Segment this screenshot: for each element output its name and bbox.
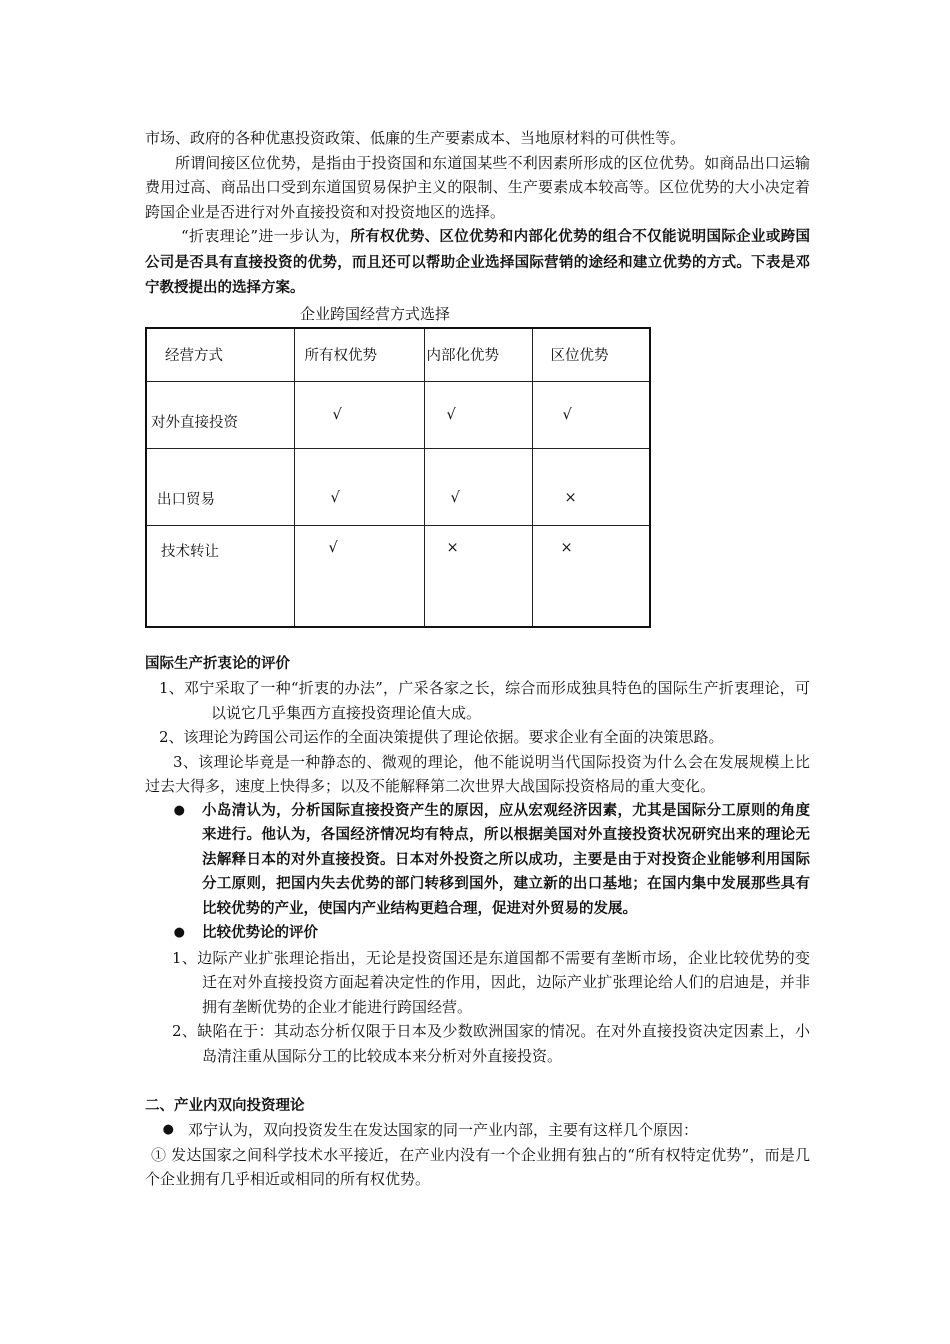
eval-heading: 国际生产折衷论的评价 — [145, 656, 290, 672]
table-cell: × — [424, 526, 532, 628]
table-row — [146, 449, 650, 526]
table-cell: √ — [424, 449, 532, 526]
table-row — [146, 526, 650, 628]
paragraph-3-bold: 所有权优势、区位优势和内部化优势的组合不仅能说明国际企业或跨国公司是否具有直接投资的优势，而且还可以帮助企业选择国际营销的途经和建立优势的方式。下表是邓宁教授提出的选择方案。 — [145, 229, 810, 296]
bullet-icon: ● — [173, 802, 185, 818]
eval-item-1: 1、邓宁采取了一种“折衷的办法”，广采各家之长，综合而形成独具特色的国际生产折衷理论，可以说它几乎集西方直接投资理论值大成。 — [159, 679, 810, 722]
bullet-icon: ● — [162, 1122, 174, 1137]
table-cell: × — [532, 449, 650, 526]
table-cell: √ — [294, 382, 424, 449]
table-cell: 出口贸易 — [146, 449, 294, 526]
paragraph-2: 所谓间接区位优势，是指由于投资国和东道国某些不利因素所形成的区位优势。如商品出口运输费用过高、商品出口受到东道国贸易保护主义的限制、生产要素成本较高等。区位优势的大小决定着跨国企业是否进行对外直接投资和对投资地区的选择。 — [145, 153, 810, 221]
table-cell: √ — [424, 382, 532, 449]
header-cell: 经营方式 — [146, 328, 294, 382]
section-2-heading: 二、产业内双向投资理论 — [145, 1098, 305, 1114]
dunning-text: 邓宁认为，双向投资发生在发达国家的同一产业内部，主要有这样几个原因： — [188, 1121, 699, 1139]
table-cell: √ — [294, 449, 424, 526]
table-cell: 技术转让 — [146, 526, 294, 628]
table-cell: 对外直接投资 — [146, 382, 294, 449]
document-page — [145, 126, 810, 1192]
table-header-row — [146, 328, 650, 382]
paragraph-3 — [145, 224, 810, 301]
paragraph-3-lead: “折衷理论”进一步认为， — [181, 227, 351, 245]
comp-item-2: 2、缺陷在于：其动态分析仅限于日本及少数欧洲国家的情况。在对外直接投资决定因素上，小岛清注重从国际分工的比较成本来分析对外直接投资。 — [172, 1022, 810, 1065]
table-row — [146, 382, 650, 449]
strategy-table — [145, 327, 651, 629]
reason-1: ① 发达国家之间科学技术水平接近，在产业内没有一个企业拥有独占的“所有权特定优势”，而是几个企业拥有几乎相近或相同的所有权优势。 — [145, 1145, 810, 1188]
kojima-bullet — [145, 799, 810, 922]
table-cell: × — [532, 526, 650, 628]
bullet-icon: ● — [173, 925, 185, 940]
comp-bullet — [145, 921, 810, 946]
kojima-text: 小岛清认为，分析国际直接投资产生的原因，应从宏观经济因素，尤其是国际分工原则的角度来进行。他认为，各国经济情况均有特点，所以根据美国对外直接投资状况研究出来的理论无法解释日本的对外直接投资。日本对外投资之所以成功，主要是由于对投资企业能够利用国际分工原则，把国内失去优势的部门转移到国外，建立新的出口基地；在国内集中发展那些具有比较优势的产业，使国内产业结构更趋合理，促进对外贸易的发展。 — [202, 802, 810, 917]
header-cell: 区位优势 — [532, 328, 650, 382]
eval-item-3: 3、该理论毕竟是一种静态的、微观的理论，他不能说明当代国际投资为什么会在发展规模上比过去大得多，速度上快得多；以及不能解释第二次世界大战国际投资格局的重大变化。 — [145, 752, 810, 795]
dunning-bullet — [145, 1118, 810, 1143]
header-cell: 所有权优势 — [294, 328, 424, 382]
comp-heading: 比较优势论的评价 — [202, 925, 318, 941]
table-cell: √ — [294, 526, 424, 628]
comp-item-1: 1、边际产业扩张理论指出，无论是投资国还是东道国都不需要有垄断市场，企业比较优势的变迁在对外直接投资方面起着决定性的作用，因此，边际产业扩张理论给人们的启迪是，并非拥有垄断优势的企业才能进行跨国经营。 — [172, 948, 810, 1016]
paragraph-1: 市场、政府的各种优惠投资政策、低廉的生产要素成本、当地原材料的可供性等。 — [145, 129, 686, 147]
header-cell: 内部化优势 — [424, 328, 532, 382]
table-cell: √ — [532, 382, 650, 449]
table-caption: 企业跨国经营方式选择 — [300, 304, 451, 323]
eval-item-2: 2、该理论为跨国公司运作的全面决策提供了理论依据。要求企业有全面的决策思路。 — [159, 728, 724, 746]
